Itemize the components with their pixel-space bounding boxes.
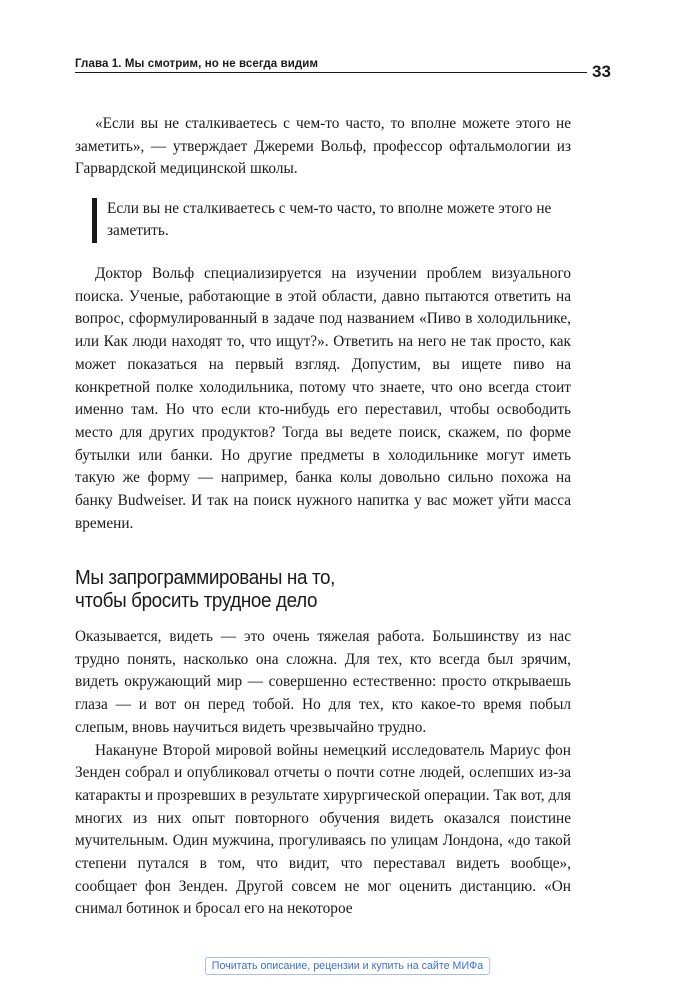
body-paragraph-2 [75,263,571,535]
intro-paragraph [75,113,571,181]
running-head [75,58,587,73]
section-heading-line-1: Мы запрограммированы на то, [75,566,336,589]
section-heading-line-2: чтобы бросить трудное дело [75,589,318,612]
section-body [75,626,571,921]
chapter-title: Глава 1. Мы смотрим, но не всегда видим [75,58,319,70]
intro-text: «Если вы не сталкиваетесь с чем-то часто, то вполне можете этого не заметить», — утверждает Джереми Вольф, профессор офтальмологии из Гарвардской медицинской школы. [75,115,571,178]
paragraph-text: Доктор Вольф специализируется на изучении проблем визуального поиска. Ученые, работающие в этой области, давно пытаются ответить на вопрос, сформулированный в задаче под названием «Пиво в холодильнике, или Как люди находят то, что ищут?». Ответить на него не так просто, как может показаться на первый взгляд. Допустим, вы ищете пиво на конкретной полке холодильника, потому что знаете, что оно всегда стоит именно там. Но что если кто-нибудь его переставил, чтобы освободить место для других продуктов? Тогда вы ведете поиск, скажем, по форме бутылки или банки. Но другие предметы в холодильнике могут иметь такую же форму — например, банка колы довольно сильно похожа на банку Budweiser. И так на поиск нужного напитка у вас может уйти масса времени. [75,265,571,532]
buy-link[interactable]: Почитать описание, рецензии и купить на сайте МИФа [205,957,490,975]
section-heading [75,566,535,612]
section-paragraph-2: Накануне Второй мировой войны немецкий исследователь Мариус фон Зенден собрал и опубликовал отчеты о почти сотне людей, ослепших из-за катаракты и прозревших в результате хирургической операции. Так вот, для многих из них опыт повторного обучения видеть оказался поистине мучительным. Один мужчина, прогуливаясь по улицам Лондона, «до такой степени путался в том, что видит, что переставал видеть вообще», сообщает фон Зенден. Другой совсем не мог оценить дистанцию. «Он снимал ботинок и бросал его на некоторое [75,741,571,918]
section-paragraph-1: Оказывается, видеть — это очень тяжелая работа. Большинству из нас трудно понять, насколько она сложна. Для тех, кто всегда был зрячим, видеть окружающий мир — совершенно естественно: просто открываешь глаза — и вот он перед тобой. Но для тех, кто какое-то время побыл слепым, вновь научиться видеть чрезвычайно трудно. [75,628,571,736]
pullquote: Если вы не сталкиваетесь с чем-то часто, то вполне можете этого не заметить. [92,198,587,243]
page-number: 33 [592,62,611,81]
